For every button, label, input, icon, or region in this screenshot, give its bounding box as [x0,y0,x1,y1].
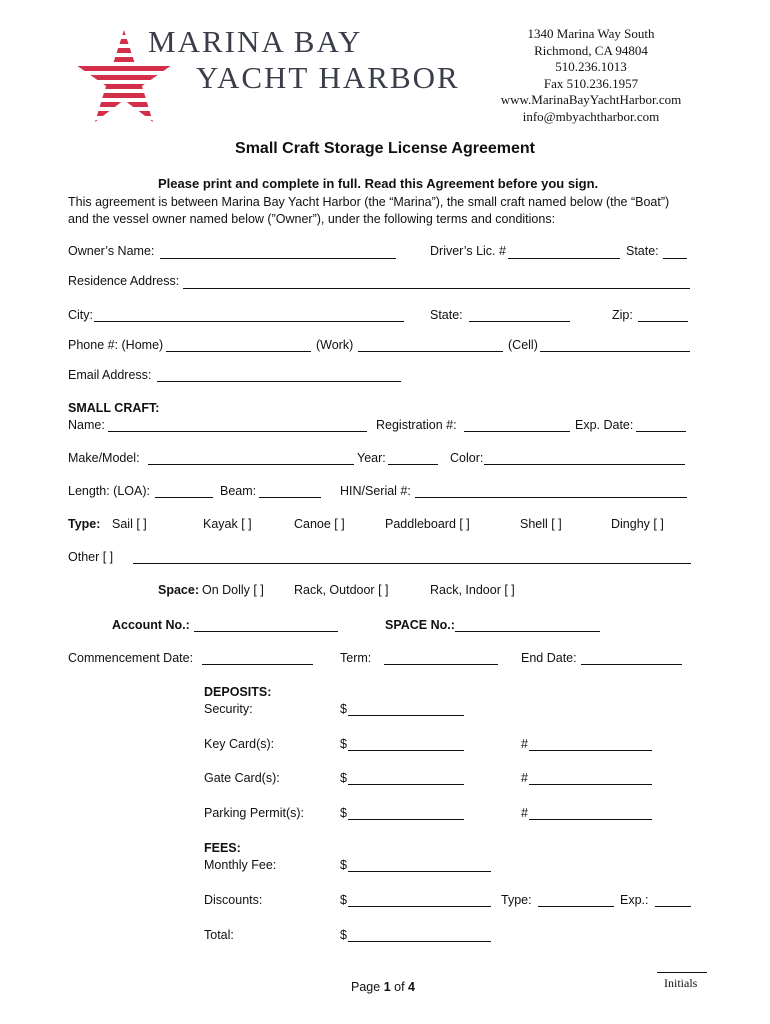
gate-cards-dollar: $ [340,771,347,785]
phone-cell-field[interactable] [540,351,690,352]
email-field[interactable] [157,381,401,382]
discount-exp-label: Exp.: [620,893,649,907]
exp-date-label: Exp. Date: [575,418,634,432]
type-option-shell[interactable]: Shell [ ] [520,517,562,531]
monthly-fee-label: Monthly Fee: [204,858,277,872]
state2-label: State: [430,308,463,322]
key-cards-amount-field[interactable] [348,750,464,751]
space-no-label: SPACE No.: [385,618,455,632]
total-label: Total: [204,928,234,942]
page-number: 1 [383,980,391,994]
year-field[interactable] [388,464,438,465]
phone-work-label: (Work) [316,338,354,352]
parking-dollar: $ [340,806,347,820]
exp-date-field[interactable] [636,431,686,432]
color-label: Color: [450,451,484,465]
type-option-other[interactable]: Other [ ] [68,550,114,564]
phone-number: 510.236.1013 [555,59,627,75]
instruction: Please print and complete in full. Read this Agreement before you sign. [158,176,599,191]
make-model-label: Make/Model: [68,451,140,465]
discount-exp-field[interactable] [655,906,691,907]
end-date-field[interactable] [581,664,682,665]
discounts-dollar: $ [340,893,347,907]
type-label: Type: [68,517,101,531]
phone-work-field[interactable] [358,351,503,352]
security-field[interactable] [348,715,464,716]
security-label: Security: [204,702,253,716]
craft-name-label: Name: [68,418,105,432]
security-dollar: $ [340,702,347,716]
intro-line1: This agreement is between Marina Bay Yacht Harbor (the “Marina”), the small craft named below (the “Boat”) [68,195,670,209]
page-of: of [394,980,405,994]
gate-cards-amount-field[interactable] [348,784,464,785]
commencement-field[interactable] [202,664,313,665]
phone-home-label: Phone #: (Home) [68,338,164,352]
end-date-label: End Date: [521,651,577,665]
type-option-kayak[interactable]: Kayak [ ] [203,517,252,531]
gate-cards-hash: # [521,771,528,785]
state-field[interactable] [663,258,687,259]
account-no-label: Account No.: [112,618,190,632]
state-label: State: [626,244,659,258]
residence-label: Residence Address: [68,274,180,288]
parking-label: Parking Permit(s): [204,806,305,820]
year-label: Year: [357,451,386,465]
intro-line2: and the vessel owner named below (”Owner”), under the following terms and conditions: [68,212,556,226]
beam-field[interactable] [259,497,321,498]
total-dollar: $ [340,928,347,942]
zip-field[interactable] [638,321,688,322]
website-link[interactable]: www.MarinaBayYachtHarbor.com [500,92,682,108]
key-cards-number-field[interactable] [529,750,652,751]
gate-cards-number-field[interactable] [529,784,652,785]
parking-number-field[interactable] [529,819,652,820]
discount-type-label: Type: [501,893,532,907]
initials-field[interactable] [657,972,707,973]
discounts-field[interactable] [348,906,491,907]
other-field[interactable] [133,563,691,564]
address-block [480,26,702,126]
craft-name-field[interactable] [108,431,367,432]
fees-heading: FEES: [204,841,241,855]
page-prefix: Page [351,980,381,994]
space-label: Space: [158,583,199,597]
term-label: Term: [340,651,372,665]
registration-label: Registration #: [376,418,457,432]
hin-field[interactable] [415,497,687,498]
parking-amount-field[interactable] [348,819,464,820]
initials-label: Initials [664,976,698,990]
length-label: Length: (LOA): [68,484,150,498]
space-no-field[interactable] [455,631,600,632]
email-label: Email Address: [68,368,152,382]
city-field[interactable] [94,321,404,322]
type-option-paddleboard[interactable]: Paddleboard [ ] [385,517,470,531]
phone-home-field[interactable] [166,351,311,352]
parking-hash: # [521,806,528,820]
fax-number: Fax 510.236.1957 [543,75,639,91]
type-option-dinghy[interactable]: Dinghy [ ] [611,517,664,531]
space-option-dolly[interactable]: On Dolly [ ] [202,583,264,597]
zip-label: Zip: [612,308,633,322]
color-field[interactable] [484,464,685,465]
monthly-fee-dollar: $ [340,858,347,872]
phone-cell-label: (Cell) [508,338,538,352]
brand-line1: MARINA BAY [148,24,363,59]
type-option-canoe[interactable]: Canoe [ ] [294,517,345,531]
owner-name-label: Owner’s Name: [68,244,155,258]
registration-field[interactable] [464,431,570,432]
deposits-heading: DEPOSITS: [204,685,272,699]
monthly-fee-field[interactable] [348,871,491,872]
page-title: Small Craft Storage License Agreement [235,140,535,157]
key-cards-dollar: $ [340,737,347,751]
total-field[interactable] [348,941,491,942]
page-indicator [351,980,415,994]
key-cards-label: Key Card(s): [204,737,275,751]
commencement-label: Commencement Date: [68,651,194,665]
hin-label: HIN/Serial #: [340,484,411,498]
small-craft-heading: SMALL CRAFT: [68,401,160,415]
drivers-lic-label: Driver’s Lic. # [430,244,506,258]
residence-field[interactable] [183,288,690,289]
email-link[interactable]: info@mbyachtharbor.com [522,108,660,124]
key-cards-hash: # [521,737,528,751]
discounts-label: Discounts: [204,893,263,907]
address-line2: Richmond, CA 94804 [534,42,648,58]
brand-line2: YACHT HARBOR [196,60,460,95]
drivers-lic-field[interactable] [508,258,620,259]
address-line1: 1340 Marina Way South [527,26,655,41]
space-option-rack-indoor[interactable]: Rack, Indoor [ ] [430,583,515,597]
beam-label: Beam: [220,484,257,498]
space-option-rack-outdoor[interactable]: Rack, Outdoor [ ] [294,583,389,597]
state2-field[interactable] [469,321,570,322]
discount-type-field[interactable] [538,906,614,907]
account-no-field[interactable] [194,631,338,632]
length-field[interactable] [155,497,213,498]
page-total: 4 [408,980,415,994]
term-field[interactable] [384,664,498,665]
city-label: City: [68,308,93,322]
type-option-sail[interactable]: Sail [ ] [112,517,147,531]
gate-cards-label: Gate Card(s): [204,771,280,785]
make-model-field[interactable] [148,464,354,465]
owner-name-field[interactable] [160,258,396,259]
